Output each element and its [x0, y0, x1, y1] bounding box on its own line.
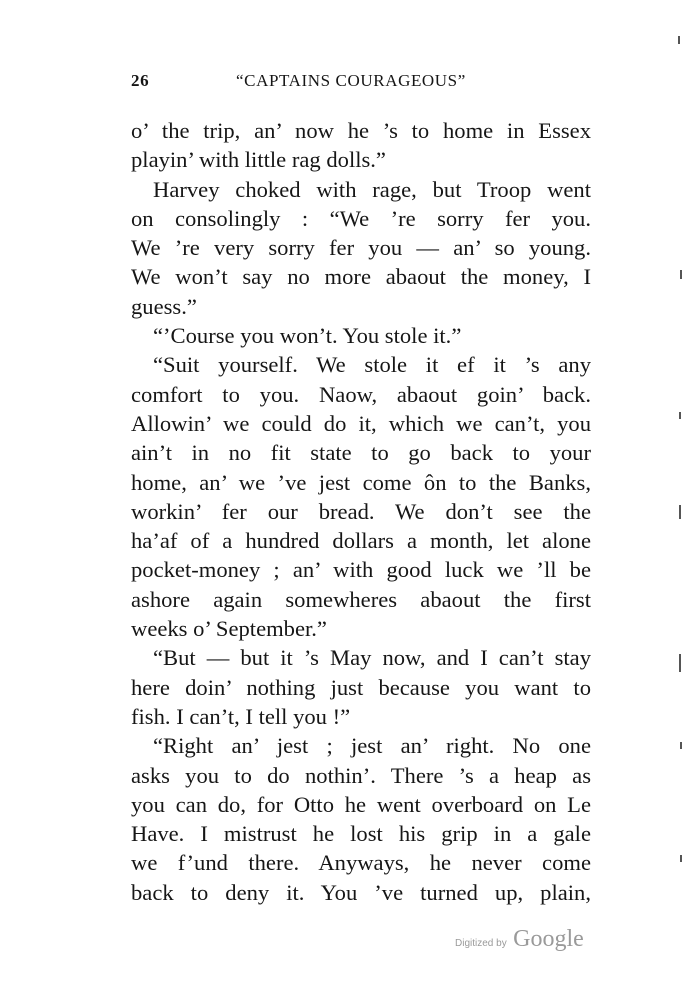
scan-margin-mark: [679, 654, 681, 672]
text-line: “’Course you won’t. You stole it.”: [153, 323, 462, 349]
text-line: pocket-money ; an’ with good luck we ’ll be: [131, 557, 591, 583]
text-line: We ’re very sorry fer you — an’ so young.: [131, 235, 591, 261]
text-line: comfort to you. Naow, abaout goin’ back.: [131, 381, 591, 407]
text-line: Allowin’ we could do it, which we can’t, you: [131, 410, 591, 436]
text-line: you can do, for Otto he went overboard on Le: [131, 791, 591, 817]
text-line: workin’ fer our bread. We don’t see the: [131, 498, 591, 524]
scan-margin-mark: [680, 855, 682, 862]
digitization-watermark: [455, 926, 584, 953]
scan-margin-mark: [680, 270, 682, 279]
running-title: “CAPTAINS COURAGEOUS”: [236, 71, 466, 90]
text-line: ashore again somewheres abaout the first: [131, 586, 591, 612]
text-line: “Suit yourself. We stole it ef it ’s any: [153, 352, 591, 378]
text-line: guess.”: [131, 293, 197, 319]
text-line: asks you to do nothin’. There ’s a heap as: [131, 762, 591, 788]
text-line: ain’t in no fit state to go back to your: [131, 440, 591, 466]
text-line: here doin’ nothing just because you want to: [131, 674, 591, 700]
scan-margin-mark: [678, 36, 680, 44]
text-line: Harvey choked with rage, but Troop went: [153, 176, 591, 202]
text-line: on consolingly : “We ’re sorry fer you.: [131, 205, 591, 231]
digitized-by-label: Digitized by: [455, 938, 507, 949]
page-number: 26: [131, 71, 150, 90]
text-line: “But — but it ’s May now, and I can’t stay: [153, 645, 591, 671]
text-line: We won’t say no more abaout the money, I: [131, 264, 591, 290]
text-line: o’ the trip, an’ now he ’s to home in Essex: [131, 118, 591, 143]
text-line: playin’ with little rag dolls.”: [131, 147, 386, 173]
text-line: fish. I can’t, I tell you !”: [131, 703, 351, 729]
text-line: “Right an’ jest ; jest an’ right. No one: [153, 733, 591, 759]
scan-margin-mark: [679, 412, 681, 419]
text-line: home, an’ we ’ve jest come ôn to the Banks,: [131, 469, 591, 495]
text-line: Have. I mistrust he lost his grip in a gale: [131, 821, 591, 847]
text-line: ha’af of a hundred dollars a month, let alone: [131, 528, 591, 554]
google-logo-text: Google: [513, 926, 584, 952]
text-line: weeks o’ September.”: [131, 616, 327, 642]
body-text: [131, 116, 591, 907]
text-line: back to deny it. You ’ve turned up, plain,: [131, 879, 591, 905]
scan-margin-mark: [680, 742, 682, 749]
scan-margin-mark: [679, 505, 681, 519]
text-line: we f’und there. Anyways, he never come: [131, 850, 591, 876]
